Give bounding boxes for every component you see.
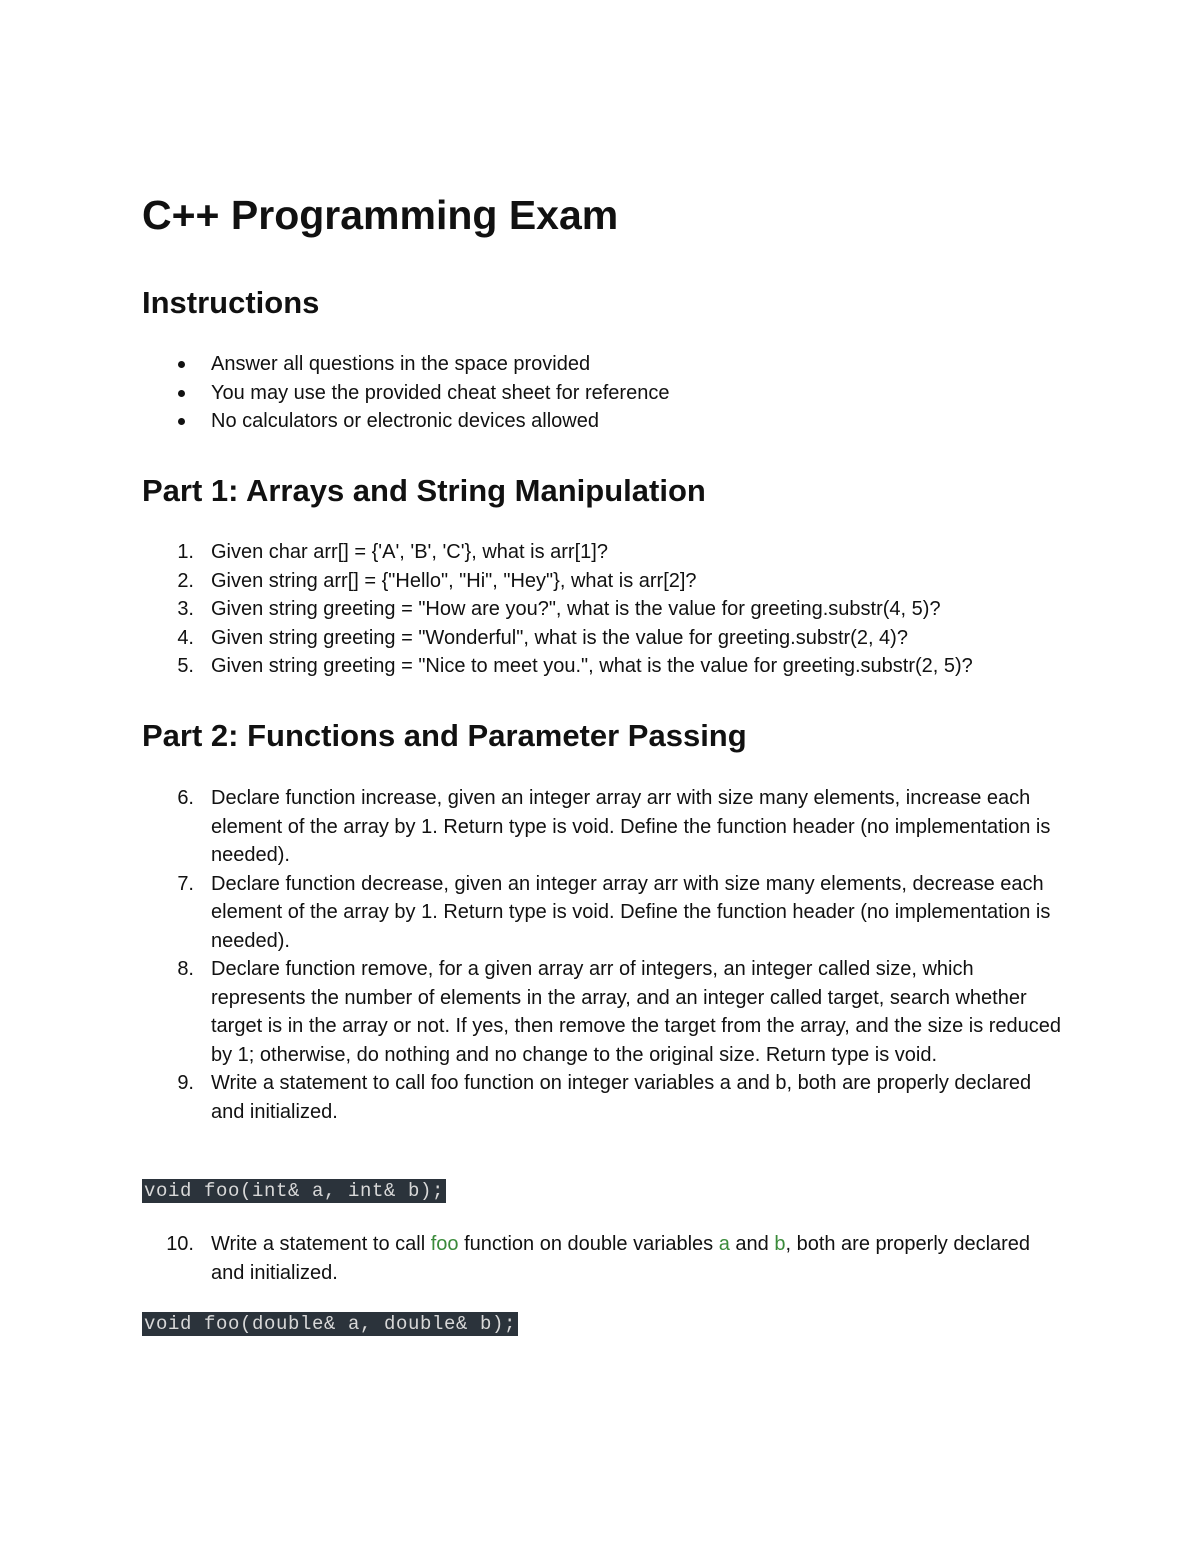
list-item: You may use the provided cheat sheet for reference <box>142 379 1062 408</box>
instructions-list <box>142 350 1062 436</box>
question-text: Declare function remove, for a given array arr of integers, an integer called size, which represents the number of elements in the array, and an integer called target, search whether target is in the array or not. If yes, then remove the target from the array, and the size is reduced by 1; otherwise, do nothing and no change to the original size. Return type is void. <box>211 958 1062 1066</box>
question-number: 1. <box>177 541 194 563</box>
question-number: 6. <box>177 787 194 809</box>
question-number: 3. <box>177 598 194 620</box>
code-snippet-int: void foo(int& a, int& b); <box>144 1180 445 1202</box>
question-number: 2. <box>177 569 194 592</box>
question-text: Write a statement to call foo function on integer variables a and b, both are properly declared and initialized. <box>211 1072 1032 1123</box>
question-item <box>142 538 1062 567</box>
list-item: Answer all questions in the space provided <box>142 350 1062 379</box>
part2-questions <box>142 784 1062 1126</box>
question-text-part: Write a statement to call <box>211 1233 431 1255</box>
code-snippet-double: void foo(double& a, double& b); <box>144 1313 517 1335</box>
question-item <box>142 595 1062 624</box>
function-name-foo: foo <box>430 1233 459 1255</box>
question-text-part: , both are properly declared and initialized. <box>211 1233 1031 1284</box>
question-text-part: function on double variables <box>458 1233 719 1255</box>
part2-question-10 <box>142 1230 1062 1287</box>
question-text: Given string arr[] = {"Hello", "Hi", "Hey"}, what is arr[2]? <box>211 569 697 592</box>
question-item <box>142 1230 1062 1287</box>
question-text: Given string greeting = "Wonderful", what is the value for greeting.substr(2, 4)? <box>211 626 908 649</box>
question-number: 4. <box>177 626 194 649</box>
question-item <box>142 624 1062 653</box>
question-text: Declare function decrease, given an integer array arr with size many elements, decrease each element of the array by 1. Return type is void. Define the function header (no implementation is needed). <box>211 872 1051 952</box>
question-text: Given char arr[] = {'A', 'B', 'C'}, what is arr[1]? <box>211 541 608 563</box>
variable-b: b <box>774 1233 786 1255</box>
question-text-part: and <box>729 1233 775 1255</box>
question-item <box>142 1069 1062 1126</box>
question-item <box>142 567 1062 596</box>
question-item <box>142 955 1062 1069</box>
question-item <box>142 652 1062 681</box>
question-text: Given string greeting = "Nice to meet you.", what is the value for greeting.substr(2, 5)? <box>211 655 973 677</box>
question-number: 8. <box>177 958 194 980</box>
question-item <box>142 870 1062 956</box>
part1-heading: Part 1: Arrays and String Manipulation <box>142 473 706 508</box>
question-number: 10. <box>166 1233 194 1255</box>
question-number: 7. <box>177 872 194 895</box>
page-title: C++ Programming Exam <box>142 192 619 238</box>
question-text: Given string greeting = "How are you?", what is the value for greeting.substr(4, 5)? <box>211 598 941 620</box>
part2-heading: Part 2: Functions and Parameter Passing <box>142 718 747 753</box>
part1-questions <box>142 538 1062 681</box>
question-number: 9. <box>177 1072 194 1094</box>
variable-a: a <box>718 1233 730 1255</box>
question-item <box>142 784 1062 870</box>
question-text: Declare function increase, given an integer array arr with size many elements, increase each element of the array by 1. Return type is void. Define the function header (no implementation is needed). <box>211 787 1051 866</box>
question-number: 5. <box>177 655 194 677</box>
list-item: No calculators or electronic devices allowed <box>142 407 1062 436</box>
instructions-heading: Instructions <box>142 285 320 320</box>
